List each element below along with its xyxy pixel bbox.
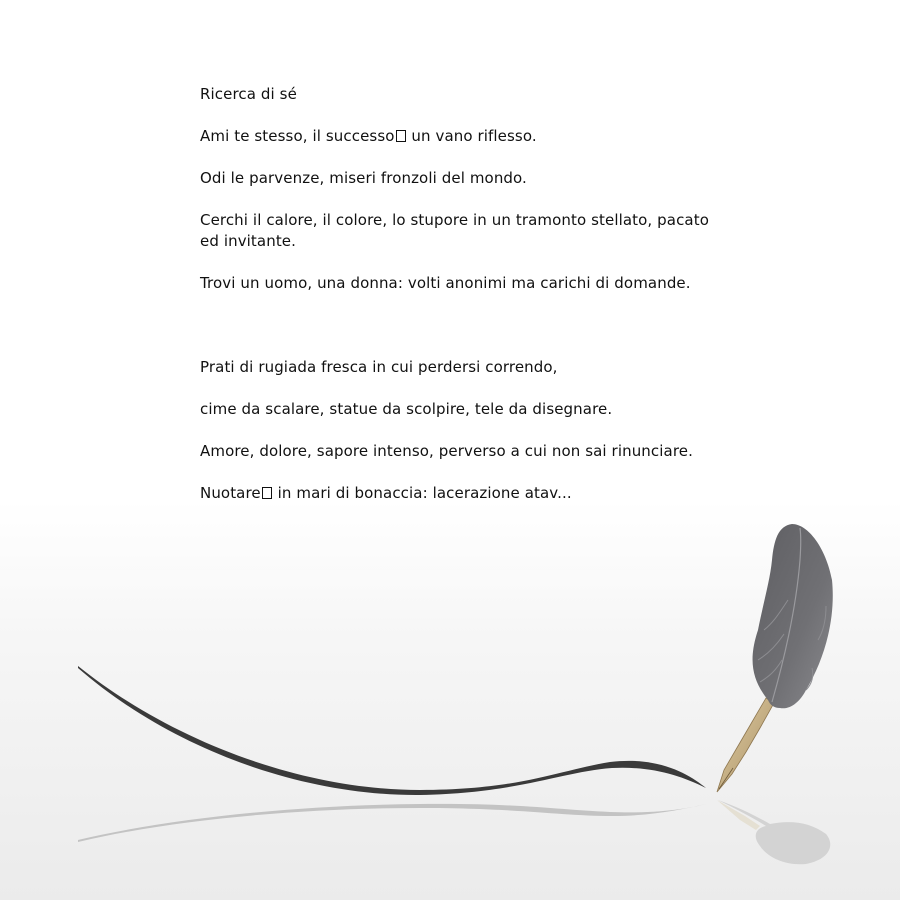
poem-title: Ricerca di sé bbox=[200, 85, 297, 103]
ink-stroke bbox=[78, 666, 706, 795]
nib-reflection bbox=[717, 800, 760, 830]
poem-line bbox=[200, 126, 710, 147]
quill-reflection bbox=[718, 800, 830, 864]
missing-glyph-icon bbox=[396, 130, 406, 142]
poem-line: Amore, dolore, sapore intenso, perverso a cui non sai rinunciare. bbox=[200, 442, 693, 460]
missing-glyph-icon bbox=[262, 487, 272, 499]
ink-stroke-reflection bbox=[78, 804, 706, 842]
poem-line: Cerchi il calore, il colore, lo stupore in un tramonto stellato, pacato ed invitante. bbox=[200, 211, 709, 250]
poem-line-part: Nuotare bbox=[200, 484, 261, 502]
feather-shaft bbox=[772, 528, 801, 702]
poem-line: cime da scalare, statue da scolpire, tele da disegnare. bbox=[200, 400, 613, 418]
poem-line-part: in mari di bonaccia: lacerazione atav... bbox=[272, 484, 572, 502]
stanza-break bbox=[200, 315, 710, 357]
quill-feather-icon bbox=[753, 524, 833, 708]
poem-line-part: Ami te stesso, il successo bbox=[200, 127, 395, 145]
nib-slit bbox=[719, 768, 733, 789]
poem-line: Prati di rugiada fresca in cui perdersi correndo, bbox=[200, 358, 558, 376]
poem-line: Odi le parvenze, miseri fronzoli del mondo. bbox=[200, 169, 527, 187]
feather-barb bbox=[758, 600, 826, 690]
poem-text-block bbox=[200, 84, 710, 525]
poem-line-part: un vano riflesso. bbox=[406, 127, 537, 145]
poem-line: Trovi un uomo, una donna: volti anonimi ma carichi di domande. bbox=[200, 274, 691, 292]
poem-line bbox=[200, 483, 710, 504]
quill-nib bbox=[717, 698, 774, 792]
